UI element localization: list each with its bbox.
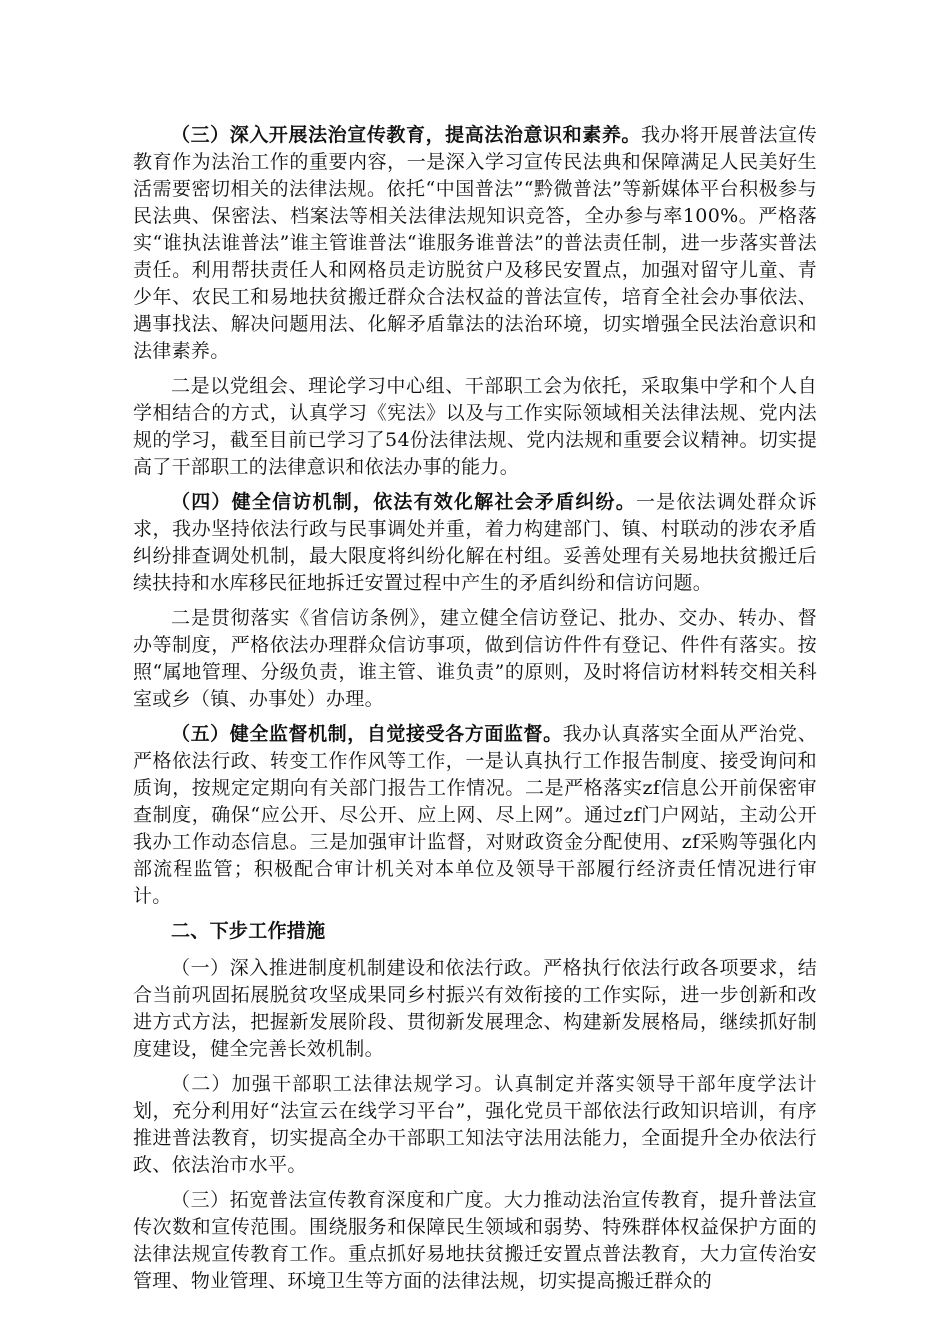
section-5-lead: （五）健全监督机制，自觉接受各方面监督。 [171, 723, 563, 745]
measure-1-paragraph: （一）深入推进制度机制建设和依法行政。严格执行依法行政各项要求，结合当前巩固拓展脱贫攻坚成果同乡村振兴有效衔接的工作实际，进一步创新和改进方式方法，把握新发展阶段、贯彻新发展理念、构建新发展格局，继续抓好制度建设，健全完善长效机制。 [133, 957, 817, 1060]
document-page [133, 122, 817, 1303]
section-4-paragraph [133, 489, 817, 597]
section-5-text: 我办认真落实全面从严治党、严格依法行政、转变工作作风等工作，一是认真执行工作报告制度、接受询问和质询，按规定定期向有关部门报告工作情况。二是严格落实zf信息公开前保密审查制度，确保“应公开、尽公开、应上网、尽上网”。通过zf门户网站，主动公开我办工作动态信息。三是加强审计监督，对财政资金分配使用、zf采购等强化内部流程监管；积极配合审计机关对本单位及领导干部履行经济责任情况进行审计。 [133, 723, 817, 907]
measure-3-paragraph: （三）拓宽普法宣传教育深度和广度。大力推动法治宣传教育，提升普法宣传次数和宣传范围。围绕服务和保障民生领域和弱势、特殊群体权益保护方面的法律法规宣传教育工作。重点抓好易地扶贫搬迁安置点普法教育，大力宣传治安管理、物业管理、环境卫生等方面的法律法规，切实提高搬迁群众的 [133, 1189, 817, 1292]
section-4-text: 一是依法调处群众诉求，我办坚持依法行政与民事调处并重，着力构建部门、镇、村联动的涉农矛盾纠纷排查调处机制，最大限度将纠纷化解在村组。妥善处理有关易地扶贫搬迁后续扶持和水库移民征地拆迁安置过程中产生的矛盾纠纷和信访问题。 [133, 491, 817, 594]
section-3-lead: （三）深入开展法治宣传教育，提高法治意识和素养。 [171, 124, 642, 146]
section-3b-paragraph [133, 373, 817, 481]
section-4b-text: 二是贯彻落实《省信访条例》，建立健全信访登记、批办、交办、转办、督办等制度，严格依法办理群众信访事项，做到信访件件有登记、件件有落实。按照“属地管理、分级负责，谁主管、谁负责”的原则，及时将信访材料转交相关科室或乡（镇、办事处）办理。 [133, 607, 817, 710]
section-3-text: 我办将开展普法宣传教育作为法治工作的重要内容，一是深入学习宣传民法典和保障满足人民美好生活需要密切相关的法律法规。依托“中国普法”“黔微普法”等新媒体平台积极参与民法典、保密法、档案法等相关法律法规知识竞答，全办参与率100%。严格落实“谁执法谁普法”谁主管谁普法“谁服务谁普法”的普法责任制，进一步落实普法责任。利用帮扶责任人和网格员走访脱贫户及移民安置点，加强对留守儿童、青少年、农民工和易地扶贫搬迁群众合法权益的普法宣传，培育全社会办事依法、遇事找法、解决问题用法、化解矛盾靠法的法治环境，切实增强全民法治意识和法律素养。 [133, 124, 818, 362]
measure-2-paragraph: （二）加强干部职工法律法规学习。认真制定并落实领导干部年度学法计划，充分利用好“法宣云在线学习平台”，强化党员干部依法行政知识培训，有序推进普法教育，切实提高全办干部职工知法守法用法能力，全面提升全办依法行政、依法治市水平。 [133, 1073, 817, 1176]
section-4b-paragraph [133, 605, 817, 713]
section-5-paragraph [133, 721, 817, 910]
section-3b-text: 二是以党组会、理论学习中心组、干部职工会为依托，采取集中学和个人自学相结合的方式，认真学习《宪法》以及与工作实际领域相关法律法规、党内法规的学习，截至目前已学习了54份法律法规、党内法规和重要会议精神。切实提高了干部职工的法律意识和依法办事的能力。 [133, 375, 817, 478]
section-3-paragraph [133, 122, 817, 365]
section-4-lead: （四）健全信访机制，依法有效化解社会矛盾纠纷。 [171, 491, 636, 513]
section-heading-next-steps: 二、下步工作措施 [171, 920, 326, 942]
